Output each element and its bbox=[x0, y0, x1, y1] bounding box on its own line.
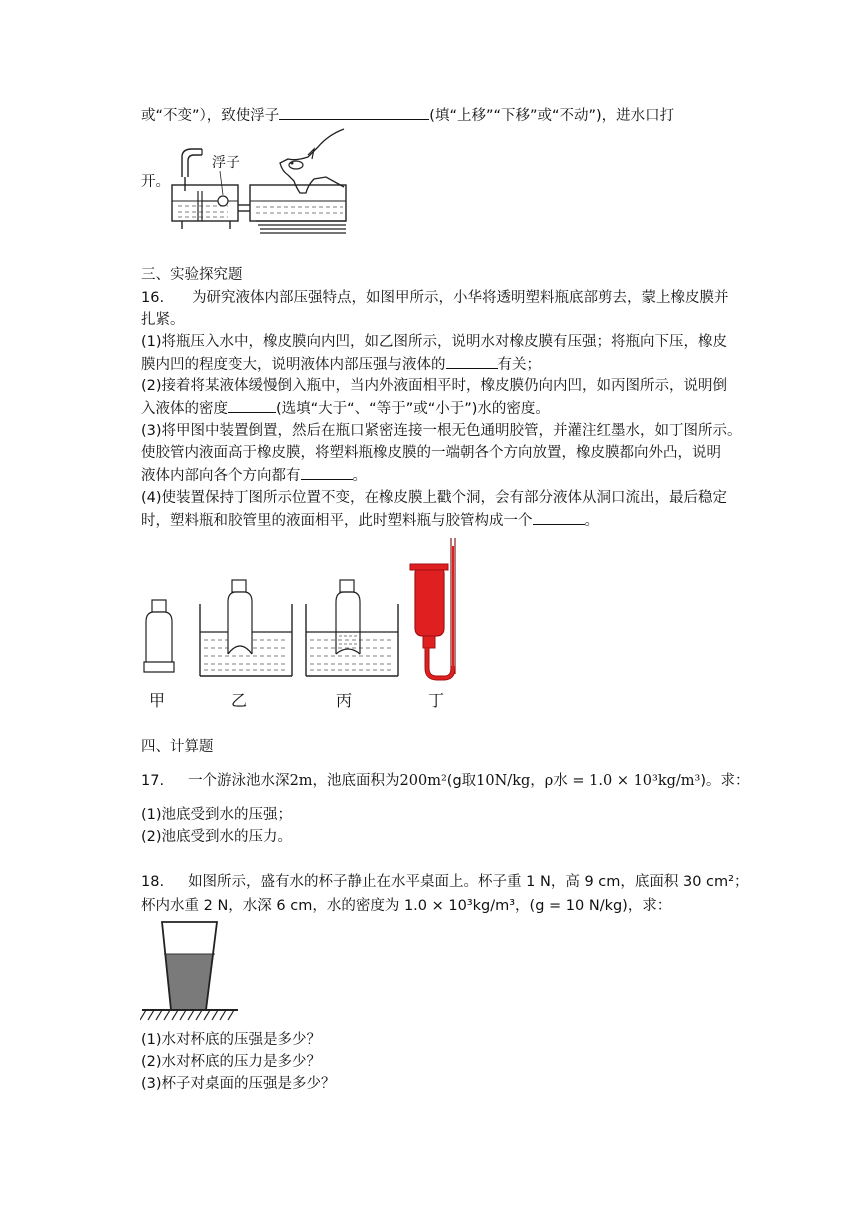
q15-line1 bbox=[141, 105, 674, 126]
q16-p4-line2 bbox=[141, 510, 599, 531]
q18-sub2: (2)水对杯底的压力是多少？ bbox=[141, 1054, 322, 1070]
q17-g: 10N/kg bbox=[476, 773, 531, 789]
q16-number: 16. bbox=[141, 290, 165, 306]
q16-p1-line2 bbox=[141, 354, 541, 375]
q16-p1-c: 有关； bbox=[497, 357, 541, 373]
beaker-bing bbox=[306, 580, 398, 676]
q16-p3-c: 液体内部向各个方向都有 bbox=[141, 468, 301, 484]
label-yi: 乙 bbox=[231, 691, 248, 710]
q16-p1-a: (1)将瓶压入水中，橡皮膜向内凹，如乙图所示，说明水对橡皮膜有压强；将瓶向下压，橡皮 bbox=[141, 334, 728, 350]
float-label: 浮子 bbox=[212, 155, 240, 171]
q16-stem-line1 bbox=[141, 288, 729, 308]
section4-heading: 四、计算题 bbox=[141, 739, 214, 755]
q17-sub2: (2)池底受到水的压力。 bbox=[141, 829, 293, 845]
q17-stem bbox=[141, 771, 750, 791]
beaker-yi bbox=[200, 580, 292, 676]
section3-heading: 三、实验探究题 bbox=[141, 267, 243, 283]
q16-p3-line3 bbox=[141, 465, 367, 486]
q17-stem-d: ，ρ水 = 1.0 × 10³kg/m³ bbox=[530, 773, 701, 789]
q16-stem-2: 扎紧。 bbox=[141, 312, 185, 328]
bottle-ding bbox=[410, 538, 455, 678]
q16-blank-2[interactable] bbox=[228, 398, 276, 413]
q16-blank-3[interactable] bbox=[301, 465, 353, 480]
q15-answer-blank[interactable] bbox=[279, 105, 429, 120]
q16-p2-line2 bbox=[141, 398, 550, 419]
q18-number: 18. bbox=[141, 874, 165, 890]
q16-p4-c: 。 bbox=[584, 513, 599, 529]
q16-p4-b: 时，塑料瓶和胶管里的液面相平，此时塑料瓶与胶管构成一个 bbox=[141, 513, 533, 529]
q17-stem-b: ，池底面积为 bbox=[312, 773, 400, 789]
q16-p3-b: 使胶管内液面高于橡皮膜，将塑料瓶橡皮膜的一端朝各个方向放置，橡皮膜都向外凸，说明 bbox=[141, 445, 721, 461]
q17-sub1: (1)池底受到水的压强； bbox=[141, 807, 293, 823]
q16-stem-1: 为研究液体内部压强特点，如图甲所示，小华将透明塑料瓶底部剪去，蒙上橡皮膜并 bbox=[192, 290, 729, 306]
q18-stem-line1 bbox=[141, 872, 748, 892]
q17-area: 200m² bbox=[399, 773, 447, 789]
q17-stem-c: (g取 bbox=[446, 773, 477, 789]
q17-number: 17. bbox=[141, 773, 165, 789]
q17-stem-a: 一个游泳池水深 bbox=[188, 773, 290, 789]
q15-text-b: (填“上移”“下移”或“不动”)，进水口打 bbox=[429, 108, 675, 124]
label-bing: 丙 bbox=[336, 691, 353, 710]
q16-p3-a: (3)将甲图中装置倒置，然后在瓶口紧密连接一根无色通明胶管，并灌注红墨水，如丁图所示。 bbox=[141, 423, 742, 439]
q17-depth: 2m bbox=[289, 773, 313, 789]
q16-p1-b: 膜内凹的程度变大，说明液体内部压强与液体的 bbox=[141, 357, 446, 373]
q18-sub1: (1)水对杯底的压强是多少？ bbox=[141, 1032, 322, 1048]
q18-line2: 杯内水重 2 N，水深 6 cm，水的密度为 1.0 × 10³kg/m³，(g = 10 N/kg)，求： bbox=[141, 898, 672, 914]
label-jia: 甲 bbox=[149, 691, 166, 710]
q17-stem-e: )。求： bbox=[700, 773, 750, 789]
float-valve-figure bbox=[168, 127, 358, 239]
q16-p2-a: (2)接着将某液体缓慢倒入瓶中，当内外液面相平时，橡皮膜仍向内凹，如丙图所示，说明倒 bbox=[141, 378, 728, 394]
label-ding: 丁 bbox=[428, 691, 445, 710]
q18-line1: 如图所示，盛有水的杯子静止在水平桌面上。杯子重 1 N，高 9 cm，底面积 30 cm²； bbox=[188, 874, 749, 890]
bottle-experiment-figure bbox=[136, 536, 456, 716]
q16-p2-c: (选填“大于“、“等于”或“小于”)水的密度。 bbox=[276, 401, 550, 417]
q16-p2-b: 入液体的密度 bbox=[141, 401, 228, 417]
q16-blank-1[interactable] bbox=[446, 354, 498, 369]
q18-sub3: (3)杯子对桌面的压强是多少？ bbox=[141, 1076, 336, 1092]
bottle-jia bbox=[144, 600, 174, 672]
q16-p4-a: (4)使装置保持丁图所示位置不变，在橡皮膜上戳个洞，会有部分液体从洞口流出，最后稳定 bbox=[141, 490, 728, 506]
q16-p3-d: 。 bbox=[352, 468, 367, 484]
q16-blank-4[interactable] bbox=[533, 510, 585, 525]
q15-line2: 开。 bbox=[141, 174, 170, 190]
cup-figure bbox=[140, 918, 240, 1024]
q15-text-a: 或“不变”），致使浮子 bbox=[141, 108, 280, 124]
